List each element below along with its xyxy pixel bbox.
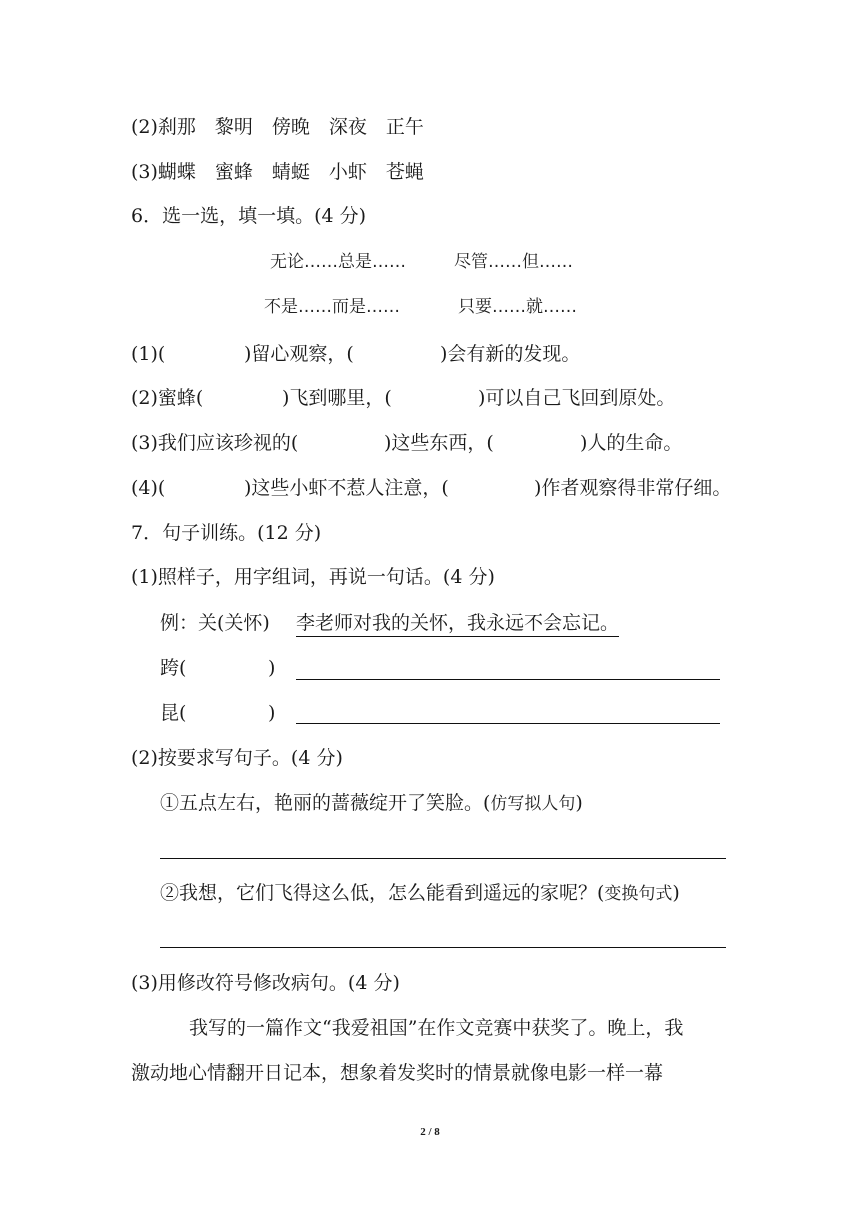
q7-part2-s1-text: ①五点左右，艳丽的蔷薇绽开了笑脸。( — [160, 792, 491, 814]
q6-s4-part-c: )作者观察得非常仔细。 — [534, 477, 732, 499]
q7-char1-open: 跨( — [160, 657, 187, 679]
q6-option-2: 尽管……但…… — [454, 252, 573, 272]
q7-char2-answer-line[interactable] — [296, 723, 720, 724]
page-number: 2 / 8 — [420, 1126, 440, 1138]
q5-item-2: (2)刹那 黎明 傍晚 深夜 正午 — [131, 116, 424, 138]
q7-part3-text-line-1: 我写的一篇作文“我爱祖国”在作文竞赛中获奖了。晚上，我 — [189, 1017, 684, 1039]
q6-s3-part-b: )这些东西，( — [384, 432, 494, 454]
q6-s1-part-a: (1)( — [131, 343, 166, 365]
q7-part2-answer-line-2[interactable] — [160, 947, 726, 948]
q6-s2-part-a: (2)蜜蜂( — [131, 387, 204, 409]
q6-s1-part-c: )会有新的发现。 — [440, 343, 581, 365]
q7-part2-s1-close: ) — [575, 792, 583, 814]
q6-s2-part-b: )飞到哪里，( — [282, 387, 392, 409]
q6-s2-part-c: )可以自己飞回到原处。 — [478, 387, 676, 409]
q7-title: 7．句子训练。(12 分) — [131, 522, 322, 544]
q7-part3-title: (3)用修改符号修改病句。(4 分) — [131, 972, 400, 994]
q6-s4-part-b: )这些小虾不惹人注意，( — [244, 477, 449, 499]
q7-example-sentence-text: 李老师对我的关怀，我永远不会忘记。 — [296, 612, 619, 637]
q6-s4-part-a: (4)( — [131, 477, 166, 499]
q5-item-3: (3)蝴蝶 蜜蜂 蜻蜓 小虾 苍蝇 — [131, 161, 424, 183]
q6-s3-part-a: (3)我们应该珍视的( — [131, 432, 299, 454]
q7-char1-close: ) — [268, 657, 276, 679]
q7-char1-answer-line[interactable] — [296, 679, 720, 680]
q7-part2-sentence-1 — [160, 789, 583, 818]
q7-char2-close: ) — [268, 702, 276, 724]
q7-part1-title: (1)照样子，用字组词，再说一句话。(4 分) — [131, 566, 495, 588]
q7-part2-answer-line-1[interactable] — [160, 858, 726, 859]
q7-example-sentence — [296, 609, 619, 637]
q6-option-1: 无论……总是…… — [270, 252, 406, 272]
q7-part2-s1-hint: 仿写拟人句 — [490, 794, 576, 814]
q7-part3-text-line-2: 激动地心情翻开日记本，想象着发奖时的情景就像电影一样一幕 — [131, 1062, 664, 1084]
q6-s1-part-b: )留心观察，( — [244, 343, 354, 365]
q7-char2-open: 昆( — [160, 702, 187, 724]
q7-part2-s2-text: ②我想，它们飞得这么低，怎么能看到遥远的家呢？( — [160, 882, 605, 904]
q7-part2-s2-close: ) — [672, 882, 680, 904]
q6-option-3: 不是……而是…… — [264, 297, 400, 317]
q7-example-label: 例：关(关怀) — [160, 612, 270, 634]
q7-part2-s2-hint: 变换句式 — [604, 884, 673, 904]
q6-title: 6．选一选，填一填。(4 分) — [131, 205, 367, 227]
q6-option-4: 只要……就…… — [458, 297, 577, 317]
q6-s3-part-c: )人的生命。 — [580, 432, 683, 454]
q7-part2-title: (2)按要求写句子。(4 分) — [131, 747, 343, 769]
q7-part2-sentence-2 — [160, 879, 680, 908]
